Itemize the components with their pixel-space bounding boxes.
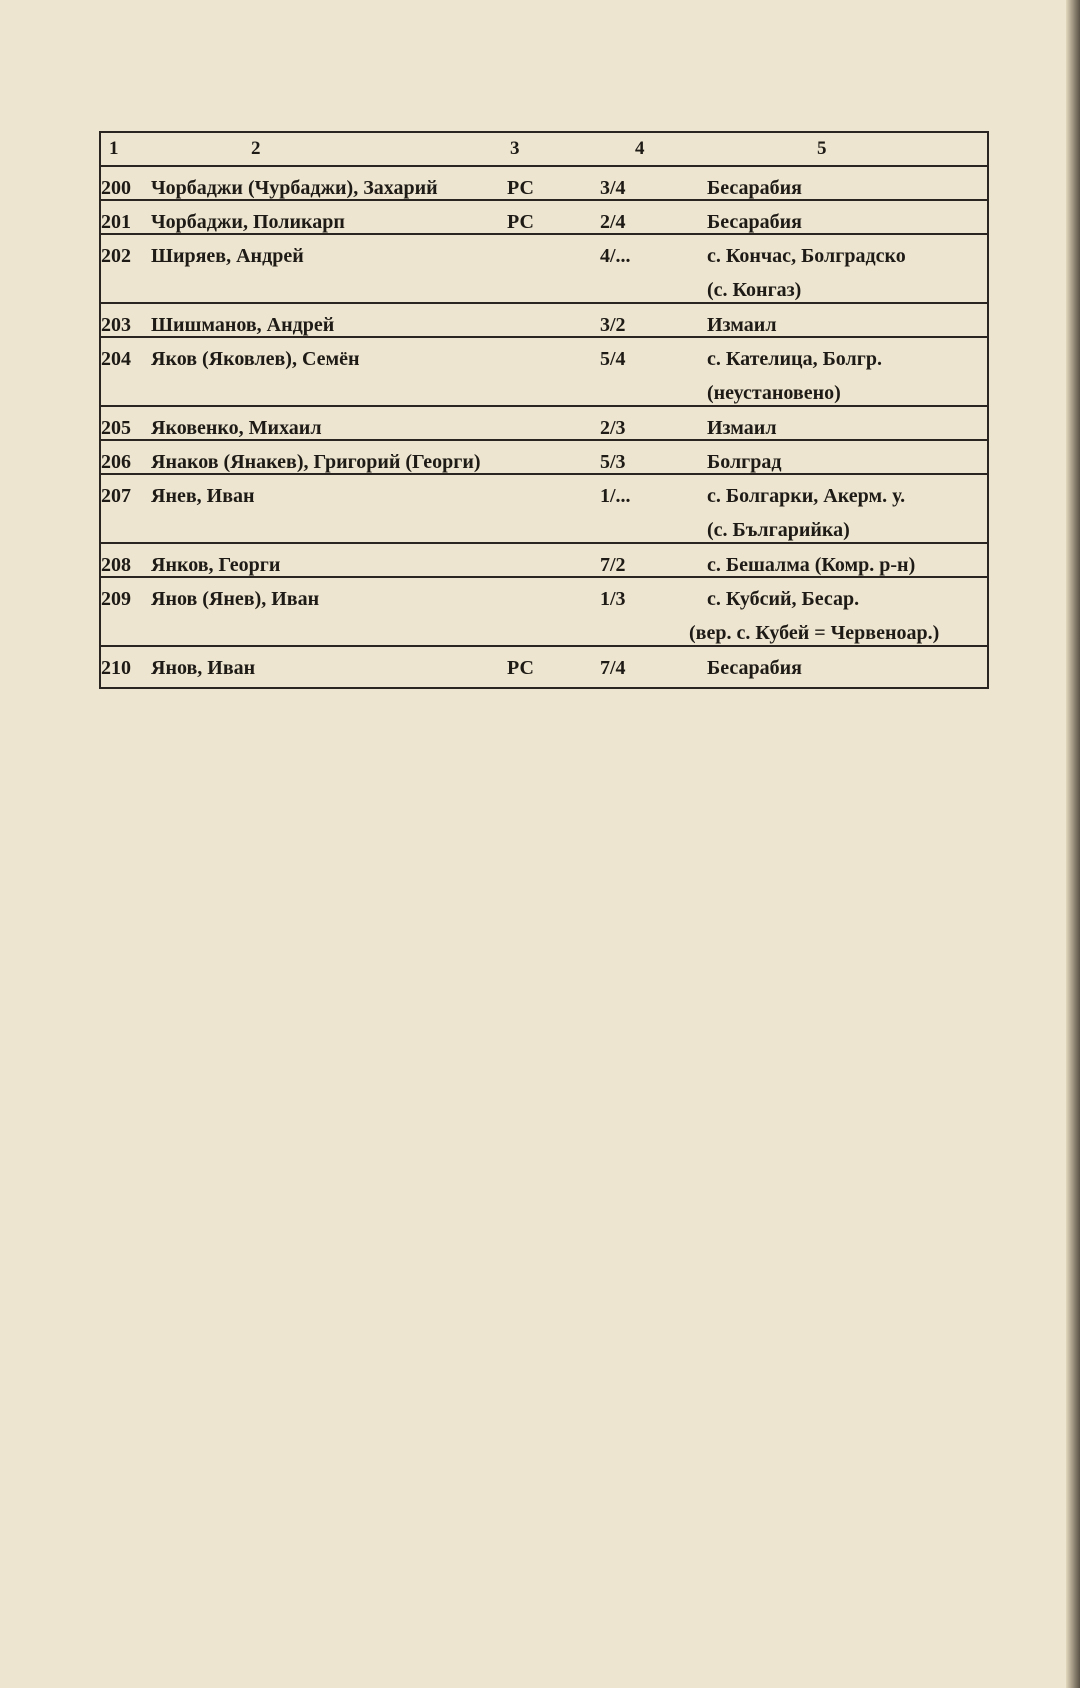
header-col-3: 3 [510,138,520,159]
place-line: с. Кателица, Болгр. [707,348,882,370]
header-col-1: 1 [109,138,119,159]
person-name: Янев, Иван [151,485,255,507]
table-row [101,441,987,475]
row-number: 204 [101,348,131,370]
place [707,651,802,685]
col4-value: 7/2 [600,554,626,576]
header-col-4: 4 [635,138,645,159]
col4-value: 5/4 [600,348,626,370]
person-name: Янаков (Янакев), Григорий (Георги) [151,451,481,473]
table-row [101,407,987,441]
place-line: с. Бешалма (Комр. р-н) [707,554,916,576]
person-name: Шишманов, Андрей [151,314,335,336]
place [707,205,802,239]
place [707,239,906,307]
col4-value: 1/3 [600,588,626,610]
row-number: 208 [101,554,131,576]
person-name: Чорбаджи (Чурбаджи), Захарий [151,177,438,199]
col4-value: 2/4 [600,211,626,233]
header-col-5: 5 [817,138,827,159]
place [707,548,915,582]
table-row [101,235,987,304]
row-number: 206 [101,451,131,473]
place-line: (вер. с. Кубей = Червеноар.) [689,622,940,644]
table-row [101,338,987,407]
row-number: 205 [101,417,131,439]
place [707,411,777,445]
person-name: Янов (Янев), Иван [151,588,320,610]
person-name: Яков (Яковлев), Семён [151,348,360,370]
col4-value: 2/3 [600,417,626,439]
place-line: Бесарабия [707,177,802,199]
place [707,479,905,547]
col4-value: 3/2 [600,314,626,336]
row-number: 203 [101,314,131,336]
row-number: 209 [101,588,131,610]
records-table [99,131,989,689]
person-name: Чорбаджи, Поликарп [151,211,345,233]
place-line: Бесарабия [707,211,802,233]
col3-code: РС [507,177,534,199]
table-row [101,544,987,578]
table-header-row [101,133,987,167]
table-row [101,201,987,235]
place-line: с. Кубсий, Бесар. [707,588,860,610]
person-name: Яковенко, Михаил [151,417,322,439]
person-name: Ширяев, Андрей [151,245,304,267]
col4-value: 1/... [600,485,631,507]
col3-code: РС [507,657,534,679]
table-row [101,647,987,687]
place [689,582,940,650]
place [707,308,777,342]
row-number: 207 [101,485,131,507]
book-binding-edge [1066,0,1080,1688]
place-line: (с. Конгаз) [707,279,802,301]
place [707,342,882,410]
col4-value: 7/4 [600,657,626,679]
table-row [101,167,987,201]
place-line: Измаил [707,314,777,336]
col4-value: 4/... [600,245,631,267]
place-line: (неустановено) [707,382,841,404]
person-name: Янов, Иван [151,657,256,679]
place-line: Болград [707,451,782,473]
place-line: с. Болгарки, Акерм. у. [707,485,906,507]
row-number: 201 [101,211,131,233]
table-row [101,475,987,544]
table-row [101,578,987,647]
place-line: с. Кончас, Болградско [707,245,906,267]
place-line: (с. Българийка) [707,519,850,541]
place [707,171,802,205]
header-col-2: 2 [251,138,261,159]
table-row [101,304,987,338]
place-line: Измаил [707,417,777,439]
row-number: 202 [101,245,131,267]
person-name: Янков, Георги [151,554,281,576]
col3-code: РС [507,211,534,233]
col4-value: 3/4 [600,177,626,199]
col4-value: 5/3 [600,451,626,473]
row-number: 200 [101,177,131,199]
place-line: Бесарабия [707,657,802,679]
row-number: 210 [101,657,131,679]
place [707,445,782,479]
